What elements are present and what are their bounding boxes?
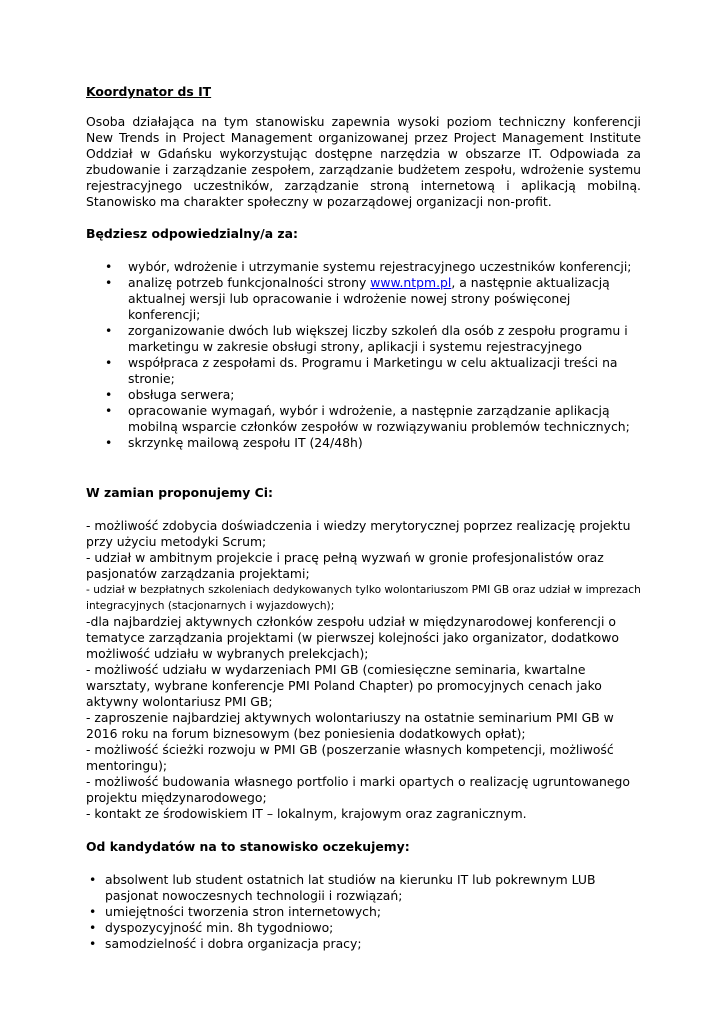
offer-item: - udział w ambitnym projekcie i pracę pełną wyzwań w gronie profesjonalistów oraz pasjonatów zarządzania projektami; [86, 550, 604, 581]
list-item [86, 904, 641, 920]
offer-item: - możliwość budowania własnego portfolio i marki opartych o realizację ugruntowanego projektu międzynarodowego; [86, 774, 630, 805]
offer-item: - kontakt ze środowiskiem IT – lokalnym, krajowym oraz zagranicznym. [86, 806, 527, 821]
bullet-icon: • [105, 275, 113, 290]
document-page [86, 84, 641, 952]
offers-list [86, 518, 641, 822]
list-item-text: samodzielność i dobra organizacja pracy; [105, 936, 362, 951]
list-item-text: absolwent lub student ostatnich lat studiów na kierunku IT lub pokrewnym LUB pasjonat nowoczesnych technologii i rozwiązań; [105, 872, 596, 903]
requirements-list [86, 872, 641, 952]
list-item [86, 435, 641, 451]
bullet-icon: • [105, 259, 113, 274]
offer-item: - zaproszenie najbardziej aktywnych wolontariuszy na ostatnie seminarium PMI GB w 2016 roku na forum biznesowym (bez poniesienia dodatkowych opłat); [86, 710, 614, 741]
offer-item: - możliwość zdobycia doświadczenia i wiedzy merytorycznej poprzez realizację projektu przy użyciu metodyki Scrum; [86, 518, 631, 549]
list-item [86, 259, 641, 275]
offer-item: - udział w bezpłatnych szkoleniach dedykowanych tylko wolontariuszom PMI GB oraz udział w imprezach integracyjnych (stacjonarnych i wyjazdowych); [86, 584, 641, 612]
responsibilities-list [86, 259, 641, 451]
list-item-text: obsługa serwera; [128, 387, 235, 402]
offer-item: - możliwość ścieżki rozwoju w PMI GB (poszerzanie własnych kompetencji, możliwość mentoringu); [86, 742, 614, 773]
requirements-heading: Od kandydatów na to stanowisko oczekujemy: [86, 839, 410, 854]
bullet-icon: • [105, 403, 113, 418]
list-item-text: współpraca z zespołami ds. Programu i Marketingu w celu aktualizacji treści na stronie; [128, 355, 618, 386]
list-item [86, 323, 641, 355]
ntpm-website-link[interactable]: www.ntpm.pl [370, 275, 452, 290]
intro-paragraph: Osoba działająca na tym stanowisku zapewnia wysoki poziom techniczny konferencji New Trends in Project Management organizowanej przez Project Management Institute Oddział w Gdańsku wykorzystując dostępne narzędzia w obszarze IT. Odpowiada za zbudowanie i zarządzanie zespołem, zarządzanie budżetem zespołu, wdrożenie systemu rejestracyjnego uczestników, zarządzanie stroną internetową i aplikacją mobilną. Stanowisko ma charakter społeczny w pozarządowej organizacji non-profit. [86, 114, 641, 209]
list-item [86, 872, 641, 904]
bullet-icon: • [105, 435, 113, 450]
bullet-icon: • [89, 936, 97, 951]
list-item-text-before-link: analizę potrzeb funkcjonalności strony [128, 275, 371, 290]
responsibilities-heading: Będziesz odpowiedzialny/a za: [86, 226, 298, 241]
list-item [86, 403, 641, 435]
list-item [86, 936, 641, 952]
bullet-icon: • [89, 872, 97, 887]
list-item [86, 275, 641, 323]
list-item [86, 355, 641, 387]
bullet-icon: • [105, 323, 113, 338]
list-item-text: zorganizowanie dwóch lub większej liczby szkoleń dla osób z zespołu programu i marketingu w zakresie obsługi strony, aplikacji i systemu rejestracyjnego [128, 323, 628, 354]
offers-heading: W zamian proponujemy Ci: [86, 485, 273, 500]
bullet-icon: • [105, 387, 113, 402]
offer-item: -dla najbardziej aktywnych członków zespołu udział w międzynarodowej konferencji o tematyce zarządzania projektami (w pierwszej kolejności jako organizator, dodatkowo możliwość udziału w wybranych prelekcjach); [86, 614, 619, 661]
list-item [86, 387, 641, 403]
bullet-icon: • [105, 355, 113, 370]
list-item-text: umiejętności tworzenia stron internetowych; [105, 904, 381, 919]
list-item-text: wybór, wdrożenie i utrzymanie systemu rejestracyjnego uczestników konferencji; [128, 259, 632, 274]
document-title: Koordynator ds IT [86, 84, 212, 99]
bullet-icon: • [89, 920, 97, 935]
list-item [86, 920, 641, 936]
list-item-text: skrzynkę mailową zespołu IT (24/48h) [128, 435, 363, 450]
list-item-text-after-link: , a następnie aktualizacją aktualnej wersji lub opracowanie i wdrożenie nowej strony poświęconej konferencji; [128, 275, 610, 322]
list-item-text: dyspozycyjność min. 8h tygodniowo; [105, 920, 334, 935]
bullet-icon: • [89, 904, 97, 919]
list-item-text: opracowanie wymagań, wybór i wdrożenie, a następnie zarządzanie aplikacją mobilną wsparcie członków zespołów w rozwiązywaniu problemów technicznych; [128, 403, 630, 434]
offer-item: - możliwość udziału w wydarzeniach PMI GB (comiesięczne seminaria, kwartalne warsztaty, wybrane konferencje PMI Poland Chapter) po promocyjnych cenach jako aktywny wolontariusz PMI GB; [86, 662, 602, 709]
